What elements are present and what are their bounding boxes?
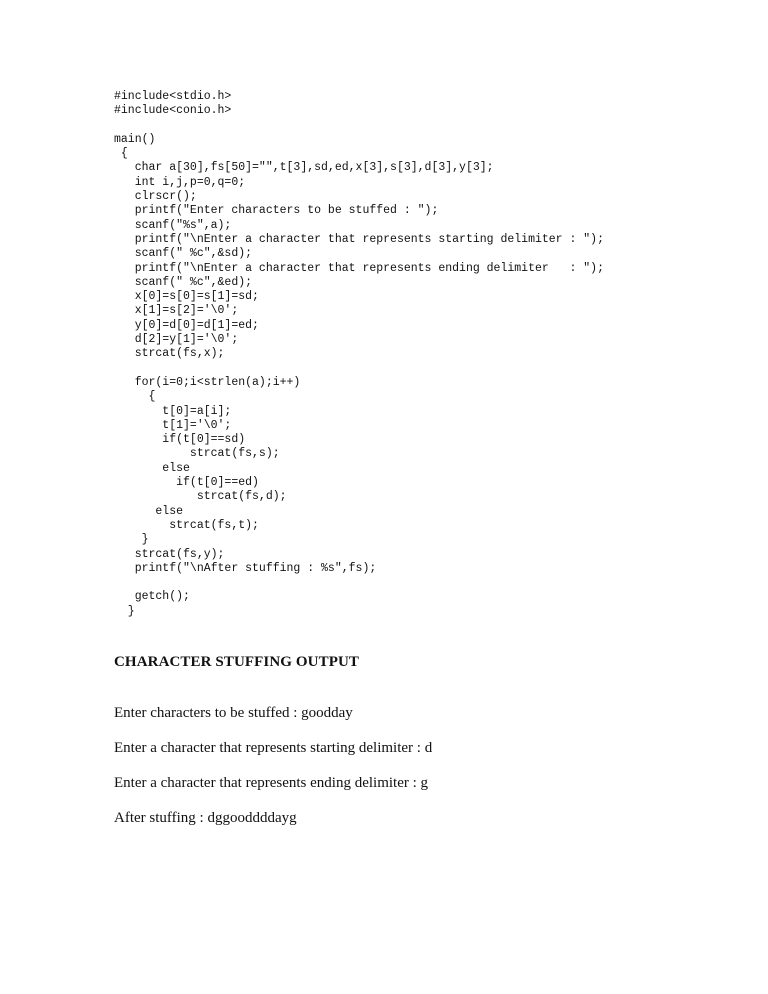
code-line: #include<stdio.h> <box>114 90 232 103</box>
code-line: main() <box>114 132 156 146</box>
code-line: strcat(fs,y); <box>114 547 225 561</box>
output-line-start-delimiter: Enter a character that represents starting delimiter : d <box>114 740 433 756</box>
code-line: scanf("%s",a); <box>114 218 232 232</box>
code-line: d[2]=y[1]='\0'; <box>114 333 239 347</box>
code-line: scanf(" %c",&ed); <box>114 275 253 289</box>
code-line: { <box>114 147 128 161</box>
code-line: for(i=0;i<strlen(a);i++) <box>114 375 301 389</box>
code-line: strcat(fs,x); <box>114 347 225 361</box>
code-line: printf("Enter characters to be stuffed : "); <box>114 204 439 218</box>
code-line: t[0]=a[i]; <box>114 404 232 418</box>
code-line: } <box>114 533 149 547</box>
output-line-end-delimiter: Enter a character that represents ending delimiter : g <box>114 775 429 791</box>
code-block <box>114 90 604 619</box>
code-line: strcat(fs,t); <box>114 518 259 532</box>
code-line: y[0]=d[0]=d[1]=ed; <box>114 318 259 332</box>
code-line: } <box>114 604 135 618</box>
code-line: printf("\nAfter stuffing : %s",fs); <box>114 561 377 575</box>
code-line: x[1]=s[2]='\0'; <box>114 304 239 318</box>
code-line: int i,j,p=0,q=0; <box>114 175 246 189</box>
code-line: printf("\nEnter a character that represents ending delimiter : "); <box>114 261 604 275</box>
code-line: scanf(" %c",&sd); <box>114 247 253 261</box>
code-line: else <box>114 461 190 475</box>
code-line: clrscr(); <box>114 190 197 204</box>
code-line: #include<conio.h> <box>114 104 232 118</box>
output-line-input-prompt: Enter characters to be stuffed : goodday <box>114 705 353 721</box>
code-line <box>114 119 604 133</box>
code-line: getch(); <box>114 590 190 604</box>
code-line: printf("\nEnter a character that represents starting delimiter : "); <box>114 232 604 246</box>
output-heading: CHARACTER STUFFING OUTPUT <box>114 654 360 670</box>
code-line: strcat(fs,d); <box>114 490 287 504</box>
code-line: if(t[0]==sd) <box>114 433 246 447</box>
code-line <box>114 362 604 376</box>
code-line: strcat(fs,s); <box>114 447 280 461</box>
code-line: t[1]='\0'; <box>114 418 232 432</box>
code-line: else <box>114 504 184 518</box>
code-line: char a[30],fs[50]="",t[3],sd,ed,x[3],s[3],d[3],y[3]; <box>114 161 494 175</box>
code-line: { <box>114 390 156 404</box>
code-line: if(t[0]==ed) <box>114 476 259 490</box>
output-line-result: After stuffing : dggooddddayg <box>114 810 297 826</box>
code-line <box>114 576 604 590</box>
code-line: x[0]=s[0]=s[1]=sd; <box>114 290 259 304</box>
